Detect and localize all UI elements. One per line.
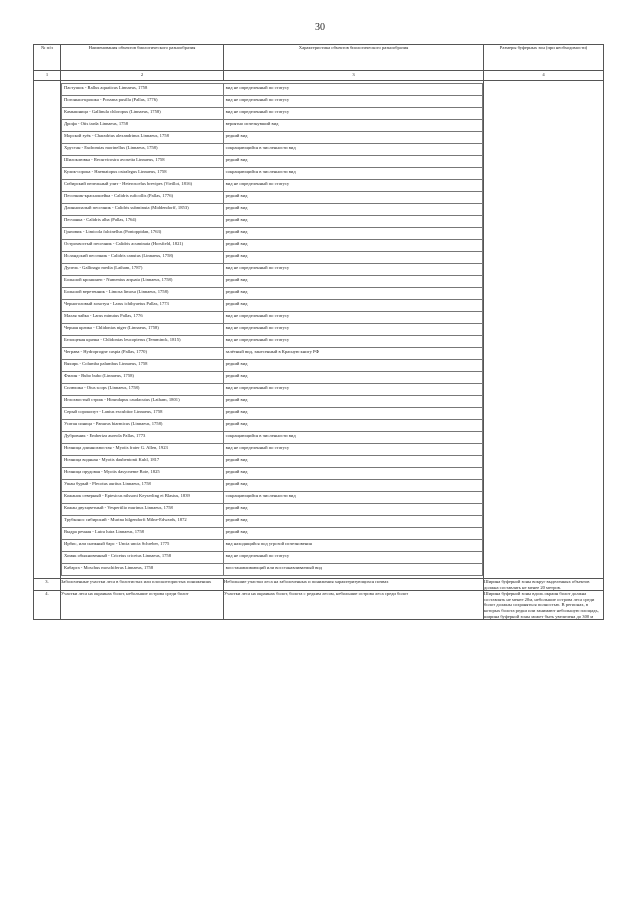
species-name: Кулик-сорока - Haematopus ostralegus Linnaeus, 1758 <box>62 168 224 180</box>
header-buffer: Размеры буферных зон (при необходимости) <box>484 45 604 71</box>
column-number: 1 <box>34 71 61 81</box>
species-name: Длиннопалый песочник - Calidris subminuta (Middendorff, 1853) <box>62 204 224 216</box>
species-status: вид не определенный по статусу <box>223 336 482 348</box>
species-row <box>62 396 483 408</box>
species-list <box>61 83 483 576</box>
species-row <box>62 564 483 576</box>
species-name: Камышница - Gallinula chloropus (Linnaeus, 1758) <box>62 108 224 120</box>
row-characteristics: Небольшие участки леса на заболоченных и понижения характеризующихся почвах <box>224 579 484 591</box>
species-name: Иглохвостый стриж - Hirundapus caudacutus (Latham, 1801) <box>62 396 224 408</box>
species-status: редкий вид <box>223 216 482 228</box>
species-row <box>62 468 483 480</box>
row-number: 4. <box>34 591 61 620</box>
row-buffer: Ширина буферной зоны вдоль окраин болот должна составлять не менее 20м, небольшие острова леса среди болот должны сохраняться полностью. В регионах, в которых болота редки или занимают небольшую площадь, ширина буферной зоны может быть увеличена до 300 м <box>484 591 604 620</box>
species-status: залётный вид, занесенный в Красную книгу РФ <box>223 348 482 360</box>
species-row <box>62 552 483 564</box>
species-row <box>62 96 483 108</box>
biodiversity-table <box>33 44 604 620</box>
species-name: Черная крачка - Chlidonias niger (Linnaeus, 1758) <box>62 324 224 336</box>
species-name: Черноголовый хохотун - Larus ichthyaetus Pallas, 1773 <box>62 300 224 312</box>
species-row <box>62 432 483 444</box>
species-name: Усатая синица - Panurus biarmicus (Linnaeus, 1758) <box>62 420 224 432</box>
species-row <box>62 528 483 540</box>
page-number: 30 <box>315 22 325 33</box>
species-row <box>62 144 483 156</box>
species-status: вид не определенный по статусу <box>223 552 482 564</box>
species-row <box>62 192 483 204</box>
species-status: редкий вид <box>223 468 482 480</box>
species-name: Острохвостый песочник - Calidris acuminata (Horsfield, 1821) <box>62 240 224 252</box>
species-row <box>62 372 483 384</box>
species-name: Хомяк обыкновенный - Cricetus cricetus Linnaeus, 1758 <box>62 552 224 564</box>
species-status: вид не определенный по статусу <box>223 180 482 192</box>
table-row <box>34 579 604 591</box>
species-status: редкий вид <box>223 156 482 168</box>
species-status: сокращающийся в численности вид <box>223 168 482 180</box>
species-row <box>62 240 483 252</box>
species-name: Песчанка - Calidris alba (Pallas, 1764) <box>62 216 224 228</box>
species-row <box>62 312 483 324</box>
column-numbers-row <box>34 71 604 81</box>
species-status: редкий вид <box>223 300 482 312</box>
header-characteristics: Характеристика объектов биологического разнообразия <box>224 45 484 71</box>
species-status: редкий вид <box>223 204 482 216</box>
species-name: Ночница водяная - Myotis daubentonii Kuhl, 1817 <box>62 456 224 468</box>
species-row <box>62 132 483 144</box>
species-status: вероятно исчезнувший вид <box>223 120 482 132</box>
species-status: редкий вид <box>223 360 482 372</box>
row-number: 3. <box>34 579 61 591</box>
species-status: вид не определенный по статусу <box>223 444 482 456</box>
species-status: вид не определенный по статусу <box>223 96 482 108</box>
species-status: редкий вид <box>223 420 482 432</box>
species-row <box>62 444 483 456</box>
species-row <box>62 264 483 276</box>
species-row <box>62 300 483 312</box>
species-status: вид находящийся под угрозой исчезновения <box>223 540 482 552</box>
species-status: сокращающийся в численности вид <box>223 144 482 156</box>
species-row <box>62 108 483 120</box>
species-name: Шилоклювка - Recurvirostra avosetta Linnaeus, 1758 <box>62 156 224 168</box>
species-name: Дрофа - Otis tarda Linnaeus, 1758 <box>62 120 224 132</box>
species-name: Хрустан - Eudromias morinellus (Linnaeus, 1758) <box>62 144 224 156</box>
species-row <box>62 336 483 348</box>
species-status: редкий вид <box>223 408 482 420</box>
species-name: Погоныш-крошка - Porzana pusilla (Pallas, 1776) <box>62 96 224 108</box>
species-row <box>62 516 483 528</box>
species-name: Морской зуёк - Charadrius alexandrinus Linnaeus, 1758 <box>62 132 224 144</box>
species-name: Серый сорокопут - Lanius excubitor Linnaeus, 1758 <box>62 408 224 420</box>
header-num: № п/п <box>34 45 61 71</box>
species-status: редкий вид <box>223 456 482 468</box>
species-row <box>62 492 483 504</box>
species-status: вид не определенный по статусу <box>223 84 482 96</box>
species-block-num <box>34 81 61 579</box>
species-row <box>62 180 483 192</box>
species-row <box>62 384 483 396</box>
species-block <box>61 81 484 579</box>
species-status: восстанавливающий или восстанавливаемый вид <box>223 564 482 576</box>
species-row <box>62 156 483 168</box>
row-name: Участки леса на окраинах болот, небольшие острова среди болот <box>61 591 224 620</box>
table-row <box>34 591 604 620</box>
species-name: Большой веретенник - Limosa limosa (Linnaeus, 1758) <box>62 288 224 300</box>
species-status: редкий вид <box>223 276 482 288</box>
row-buffer: Ширина буферной зоны вокруг выделенных объектов должна составлять не менее 20 метров. <box>484 579 604 591</box>
species-status: редкий вид <box>223 516 482 528</box>
species-status: редкий вид <box>223 480 482 492</box>
species-block-row <box>34 81 604 579</box>
row-name: Заболоченные участки леса в болотистых или плоскоегористых понижениях <box>61 579 224 591</box>
species-row <box>62 168 483 180</box>
row-characteristics: Участки леса на окраинах болот, болота с редким лесом, небольшие острова леса среди болот <box>224 591 484 620</box>
species-name: Белощекая крачка - Chlidonias leucopterus (Temminck, 1815) <box>62 336 224 348</box>
species-row <box>62 252 483 264</box>
species-status: редкий вид <box>223 288 482 300</box>
species-status: редкий вид <box>223 528 482 540</box>
species-row <box>62 228 483 240</box>
species-name: Пастушок - Rallus aquaticus Linnaeus, 1758 <box>62 84 224 96</box>
species-status: вид не определенный по статусу <box>223 324 482 336</box>
species-name: Дупель - Gallinago media (Latham, 1787) <box>62 264 224 276</box>
column-number: 3 <box>224 71 484 81</box>
species-status: редкий вид <box>223 252 482 264</box>
species-row <box>62 348 483 360</box>
species-status: редкий вид <box>223 504 482 516</box>
species-name: Сплюшка - Otus scops (Linnaeus, 1758) <box>62 384 224 396</box>
species-status: редкий вид <box>223 396 482 408</box>
species-name: Ушан бурый - Plecotus auritus Linnaeus, 1758 <box>62 480 224 492</box>
species-row <box>62 504 483 516</box>
species-block-buffer <box>484 81 604 579</box>
species-name: Кожан двухцветный - Vespertilio murinus Linnaeus, 1758 <box>62 504 224 516</box>
species-status: редкий вид <box>223 228 482 240</box>
species-status: вид не определенный по статусу <box>223 384 482 396</box>
species-row <box>62 540 483 552</box>
species-name: Песочник-красношейка - Calidris ruficollis (Pallas, 1776) <box>62 192 224 204</box>
species-name: Кожанок северный - Eptesicus nilssoni Keyserling et Blasius, 1839 <box>62 492 224 504</box>
species-name: Ирбис, или снежный барс - Uncia uncia Schreber, 1775 <box>62 540 224 552</box>
species-name: Вяхирь - Columba palumbus Linnaeus, 1758 <box>62 360 224 372</box>
species-row <box>62 456 483 468</box>
species-name: Филин - Bubo bubo (Linnaeus, 1758) <box>62 372 224 384</box>
species-status: вид не определенный по статусу <box>223 108 482 120</box>
species-row <box>62 216 483 228</box>
column-number: 4 <box>484 71 604 81</box>
species-name: Дубровник - Emberiza aureola Pallas, 1773 <box>62 432 224 444</box>
species-row <box>62 120 483 132</box>
species-name: Кабарга - Moschus moschiferus Linnaeus, 1758 <box>62 564 224 576</box>
species-status: вид не определенный по статусу <box>223 312 482 324</box>
species-status: редкий вид <box>223 372 482 384</box>
species-name: Ночница длиннохвостая - Myotis frater G. Allen, 1923 <box>62 444 224 456</box>
species-row <box>62 324 483 336</box>
species-name: Чеграва - Hydroprogne caspia (Pallas, 1770) <box>62 348 224 360</box>
species-row <box>62 360 483 372</box>
species-row <box>62 84 483 96</box>
column-number: 2 <box>61 71 224 81</box>
species-status: редкий вид <box>223 192 482 204</box>
species-row <box>62 420 483 432</box>
species-row <box>62 480 483 492</box>
species-row <box>62 204 483 216</box>
species-name: Ночница прудовая - Myotis dasycneme Boie, 1825 <box>62 468 224 480</box>
species-name: Сибирский пепельный улит - Heteroscelus brevipes (Vieillot, 1816) <box>62 180 224 192</box>
species-row <box>62 276 483 288</box>
header-row <box>34 45 604 71</box>
species-status: редкий вид <box>223 240 482 252</box>
species-status: сокращающийся в численности вид <box>223 432 482 444</box>
species-status: редкий вид <box>223 132 482 144</box>
species-name: Трубконос сибирский - Murina hilgendorfi Milne-Edwards, 1872 <box>62 516 224 528</box>
species-name: Грязовик - Limicola falcinellus (Pontoppidan, 1763) <box>62 228 224 240</box>
species-name: Исландский песочник - Calidris canutus (Linnaeus, 1758) <box>62 252 224 264</box>
species-status: сокращающийся в численности вид <box>223 492 482 504</box>
species-status: вид не определенный по статусу <box>223 264 482 276</box>
species-row <box>62 408 483 420</box>
species-name: Малая чайка - Larus minutus Pallas, 1776 <box>62 312 224 324</box>
species-name: Большой кроншнеп - Numenius arquata (Linnaeus, 1758) <box>62 276 224 288</box>
header-name: Наименования объектов биологического разнообразия <box>61 45 224 71</box>
species-name: Выдра речная - Lutra lutra Linnaeus, 1758 <box>62 528 224 540</box>
species-row <box>62 288 483 300</box>
